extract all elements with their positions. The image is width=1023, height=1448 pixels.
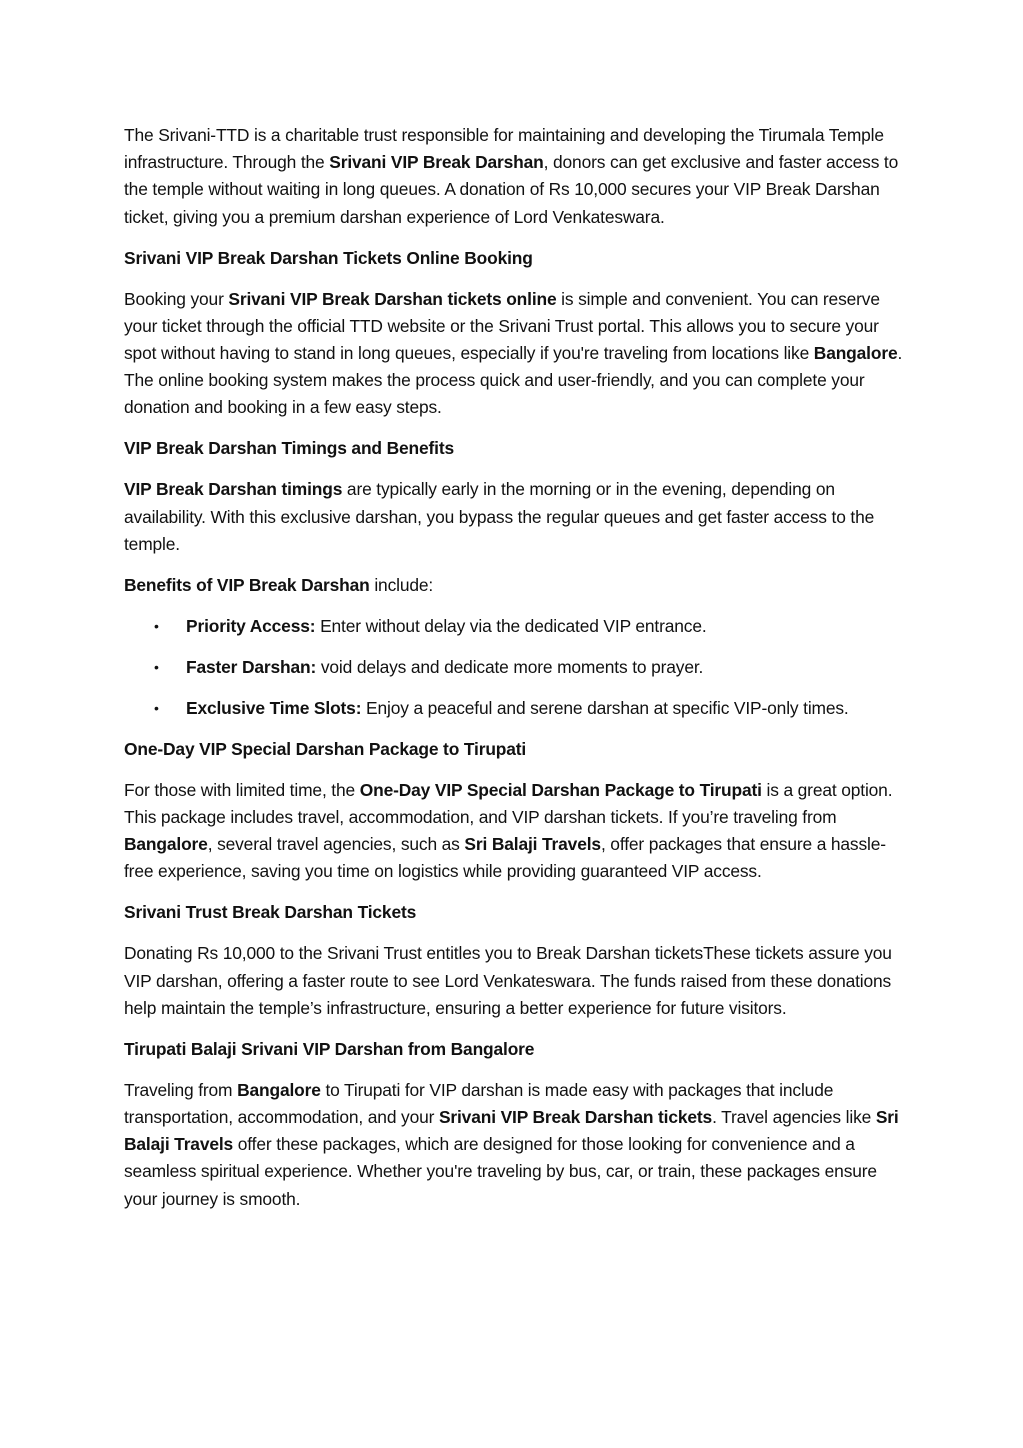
text-run: For those with limited time, the: [124, 779, 360, 800]
bold-text: Sri Balaji Travels: [464, 834, 601, 855]
bold-text: Bangalore: [124, 834, 208, 855]
bold-text: Bangalore: [237, 1079, 321, 1100]
text-run: Traveling from: [124, 1079, 238, 1100]
trust-tickets-paragraph: Donating Rs 10,000 to the Srivani Trust entitles you to Break Darshan ticketsThese tickets assure you VIP darshan, offering a faster route to see Lord Venkateswara. The funds raised from these donations help maintain the temple’s infrastructure, ensuring a better experience for future visitors.: [124, 943, 892, 1018]
bold-text: Priority Access:: [186, 615, 316, 636]
one-day-package-paragraph: [124, 777, 904, 886]
bold-text: One-Day VIP Special Darshan Package to Tirupati: [359, 779, 762, 800]
bold-text: Srivani VIP Break Darshan tickets online: [228, 288, 557, 309]
section-heading-timings-benefits: VIP Break Darshan Timings and Benefits: [124, 438, 454, 459]
text-run: The Srivani-TTD is a charitable trust responsible for maintaining and developing the Tirumala Temple infrastructure. Through the: [124, 125, 884, 173]
list-item: [124, 654, 904, 681]
text-run: . Travel agencies like: [712, 1107, 876, 1128]
text-run: to Tirupati for VIP darshan is made easy with packages that include transportation, accommodation, and your: [124, 1079, 834, 1128]
section-heading-from-bangalore: Tirupati Balaji Srivani VIP Darshan from Bangalore: [124, 1038, 535, 1059]
text-run: void delays and dedicate more moments to prayer.: [316, 656, 704, 677]
section-heading-one-day-package: One-Day VIP Special Darshan Package to Tirupati: [124, 738, 527, 759]
benefits-list: [124, 613, 904, 722]
bullet-icon: •: [154, 617, 159, 634]
bullet-icon: •: [154, 699, 159, 716]
text-run: is a great option. This package includes travel, accommodation, and VIP darshan tickets. If you’re traveling from: [124, 779, 893, 828]
bold-text: Srivani VIP Break Darshan: [329, 152, 544, 173]
timings-paragraph: [124, 476, 904, 558]
bold-text: VIP Break Darshan timings: [124, 479, 343, 500]
online-booking-paragraph: [124, 286, 904, 422]
text-run: Enjoy a peaceful and serene darshan at specific VIP-only times.: [361, 697, 849, 718]
text-run: , several travel agencies, such as: [207, 834, 465, 855]
text-run: Enter without delay via the dedicated VIP entrance.: [315, 615, 707, 636]
bullet-icon: •: [154, 658, 159, 675]
section-heading-trust-tickets: Srivani Trust Break Darshan Tickets: [124, 902, 417, 923]
list-item: [124, 613, 904, 640]
from-bangalore-paragraph: [124, 1077, 904, 1213]
bold-text: Srivani VIP Break Darshan tickets: [438, 1107, 713, 1128]
text-run: Booking your: [124, 288, 229, 309]
text-run: is simple and convenient. You can reserve your ticket through the official TTD website or the Srivani Trust portal. This allows you to secure your spot without having to stand in long queues, especially if you're traveling from locations like: [124, 288, 880, 364]
text-run: offer these packages, which are designed for those looking for convenience and a seamless spiritual experience. Whether you're traveling by bus, car, or train, these packages ensure your journey is smooth.: [124, 1134, 877, 1209]
text-run: , donors can get exclusive and faster access to the temple without waiting in long queues. A donation of Rs 10,000 secures your VIP Break Darshan ticket, giving you a premium darshan experience of Lord Venkateswara.: [124, 152, 899, 227]
bold-text: Benefits of VIP Break Darshan: [124, 574, 370, 595]
text-run: , offer packages that ensure a hassle-free experience, saving you time on logistics while providing guaranteed VIP access.: [124, 834, 886, 882]
bold-text: Faster Darshan:: [186, 656, 317, 677]
list-item: [124, 695, 904, 722]
text-run: are typically early in the morning or in the evening, depending on availability. With this exclusive darshan, you bypass the regular queues and get faster access to the temple.: [124, 479, 875, 554]
benefits-intro-paragraph: [124, 572, 904, 599]
bold-text: Exclusive Time Slots:: [186, 697, 362, 718]
bold-text: Bangalore: [813, 343, 898, 364]
text-run: . The online booking system makes the process quick and user-friendly, and you can complete your donation and booking in a few easy steps.: [124, 343, 903, 418]
text-run: include:: [369, 574, 434, 595]
intro-paragraph: [124, 122, 904, 231]
section-heading-online-booking: Srivani VIP Break Darshan Tickets Online Booking: [124, 247, 533, 268]
document-page: [124, 122, 904, 1227]
bold-text: Sri Balaji Travels: [124, 1107, 899, 1155]
